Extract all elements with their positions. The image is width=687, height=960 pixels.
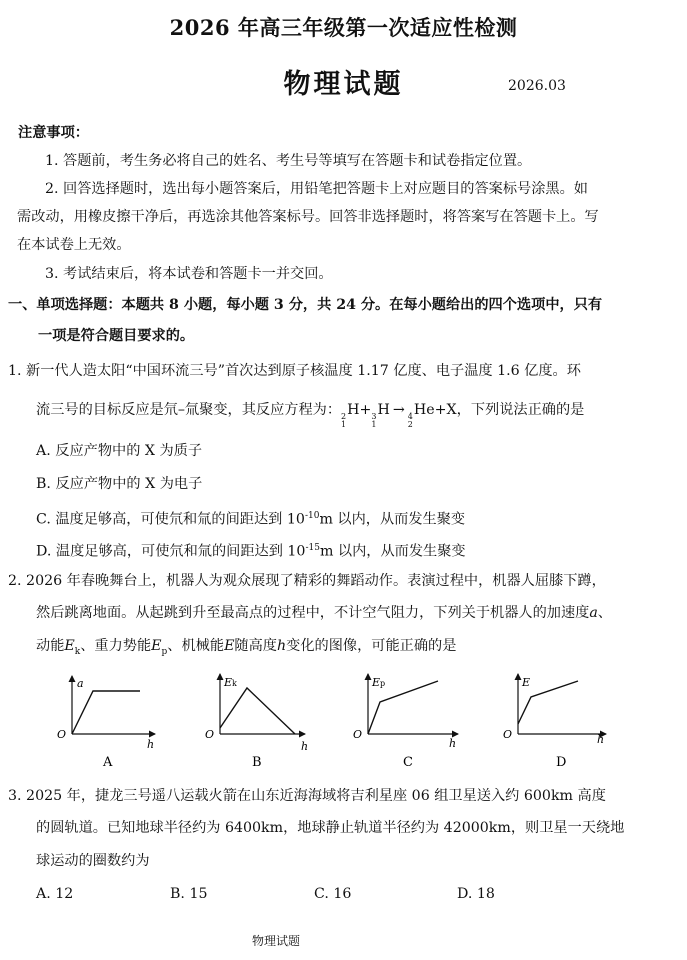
graph-b <box>205 674 308 770</box>
q2-stem-line-3 <box>36 636 456 662</box>
graph-curve <box>220 688 295 734</box>
q3-stem-line-2: 的圆轨道。已知地球半径约为 6400km，地球静止轨道半径约为 42000km，则卫星一天绕地 <box>36 820 625 836</box>
graph-caption: C <box>403 755 413 770</box>
var-ek: E <box>64 638 75 654</box>
nuclide-mass-number: 3 <box>371 412 377 421</box>
nuclide-symbol: He <box>413 402 435 418</box>
nuclide-tritium <box>371 400 389 429</box>
nuclide-mass-number: 2 <box>341 412 347 421</box>
q1-option-c-text: C. 温度足够高，可使氘和氚的间距达到 10 <box>36 511 305 528</box>
q2-stem-line-2-text: 然后跳离地面。从起跳到升至最高点的过程中，不计空气阻力，下列关于机器人的加速度 <box>36 605 590 621</box>
nuclide-helium <box>408 400 435 429</box>
var-ep: E <box>151 638 162 654</box>
q3-option-d: D. 18 <box>457 886 495 902</box>
x-axis-label: h <box>597 733 605 746</box>
y-axis-label <box>223 676 237 689</box>
notice-heading: 注意事项： <box>18 125 89 141</box>
y-subscript: k <box>232 679 237 688</box>
graph-c <box>353 674 458 770</box>
q1-option-d-text: D. 温度足够高，可使氘和氚的间距达到 10 <box>36 543 306 560</box>
q1-stem-line-2 <box>36 400 584 429</box>
y-axis-label: a <box>77 677 84 690</box>
x-axis-label: h <box>147 738 155 751</box>
notice-item-1: 1. 答题前，考生务必将自己的姓名、考生号等填写在答题卡和试卷指定位置。 <box>45 153 532 169</box>
page-footer: 物理试题 <box>252 934 301 948</box>
notice-item-2-line-1: 2. 回答选择题时，选出每小题答案后，用铅笔把答题卡上对应题目的答案标号涂黑。如 <box>45 181 588 197</box>
notice-item-2-line-2: 需改动，用橡皮擦干净后，再选涂其他答案标号。回答非选择题时，将答案写在答题卡上。写 <box>17 209 599 225</box>
q2-stem-line-2-end: 、 <box>597 605 612 621</box>
q1-option-c-tail: m 以内，从而发生聚变 <box>319 511 466 528</box>
x-axis-label: h <box>449 737 457 750</box>
origin-label: O <box>353 728 363 741</box>
text-fragment: 随高度 <box>234 638 277 654</box>
text-fragment: 、重力势能 <box>80 638 152 654</box>
nuclide-atomic-number: 1 <box>371 420 377 429</box>
text-fragment: 、机械能 <box>167 638 225 654</box>
var-h: h <box>277 638 287 654</box>
subscript: p <box>161 646 168 657</box>
graph-a <box>57 676 155 770</box>
graph-curve <box>72 691 140 734</box>
origin-label: O <box>503 728 513 741</box>
x-axis-label: h <box>301 740 309 753</box>
nuclide-symbol: H <box>347 402 360 418</box>
q1-stem-line-1: 1. 新一代人造太阳“中国环流三号”首次达到原子核温度 1.17 亿度、电子温度 1.6 亿度。环 <box>8 363 581 379</box>
section-heading-line-1: 一、单项选择题：本题共 8 小题，每小题 3 分，共 24 分。在每小题给出的四个选项中，只有 <box>8 297 603 313</box>
text-fragment: 变化的图像，可能正确的是 <box>286 638 457 654</box>
q1-stem-tail: +X，下列说法正确的是 <box>434 402 585 418</box>
plus-sign: + <box>359 402 372 418</box>
q1-option-a: A. 反应产物中的 X 为质子 <box>36 443 203 459</box>
nuclide-atomic-number: 2 <box>407 420 413 429</box>
y-symbol: E <box>372 676 381 689</box>
y-subscript: p <box>380 679 386 688</box>
q2-stem-line-1: 2. 2026 年春晚舞台上，机器人为观众展现了精彩的舞蹈动作。表演过程中，机器人屈膝下蹲， <box>8 573 606 589</box>
notice-item-3: 3. 考试结束后，将本试卷和答题卡一并交回。 <box>45 266 333 282</box>
q2-graphs <box>0 664 687 776</box>
y-axis-label: E <box>522 676 531 689</box>
exponent: -10 <box>304 511 320 521</box>
q1-option-d <box>36 538 466 562</box>
y-axis-label <box>371 676 385 689</box>
q3-option-c: C. 16 <box>314 886 352 902</box>
exponent: -15 <box>305 543 320 553</box>
origin-label: O <box>57 728 67 741</box>
var-e: E <box>224 638 235 654</box>
graph-caption: D <box>556 755 567 770</box>
q3-stem-line-3: 球运动的圈数约为 <box>36 853 150 869</box>
q1-stem-prefix: 流三号的目标反应是氘–氚聚变，其反应方程为： <box>36 402 342 418</box>
q1-option-d-tail: m 以内，从而发生聚变 <box>319 543 466 560</box>
section-heading-line-2: 一项是符合题目要求的。 <box>38 328 195 344</box>
q3-option-a: A. 12 <box>36 886 74 902</box>
nuclide-deuterium <box>341 400 359 429</box>
nuclide-atomic-number: 1 <box>341 420 347 429</box>
q1-option-c <box>36 506 465 530</box>
y-symbol: E <box>224 676 233 689</box>
subscript: k <box>74 646 81 657</box>
graph-d <box>503 674 606 770</box>
text-fragment: 动能 <box>36 638 65 654</box>
reaction-arrow: → <box>392 402 405 418</box>
q3-stem-line-1: 3. 2025 年，捷龙三号遥八运载火箭在山东近海海域将吉利星座 06 组卫星送入约 600km 高度 <box>8 788 606 804</box>
var-a: a <box>589 605 598 621</box>
notice-item-2-line-3: 在本试卷上无效。 <box>17 237 131 253</box>
exam-date: 2026.03 <box>508 78 566 94</box>
nuclide-symbol: H <box>377 402 390 418</box>
graph-caption: B <box>252 755 262 770</box>
exam-title: 2026 年高三年级第一次适应性检测 <box>169 15 518 40</box>
q3-option-b: B. 15 <box>170 886 208 902</box>
graph-caption: A <box>103 755 113 770</box>
q1-option-b: B. 反应产物中的 X 为电子 <box>36 476 203 492</box>
subject-title: 物理试题 <box>283 69 404 100</box>
q2-stem-line-2 <box>36 603 612 623</box>
nuclide-mass-number: 4 <box>407 412 413 421</box>
origin-label: O <box>205 728 215 741</box>
